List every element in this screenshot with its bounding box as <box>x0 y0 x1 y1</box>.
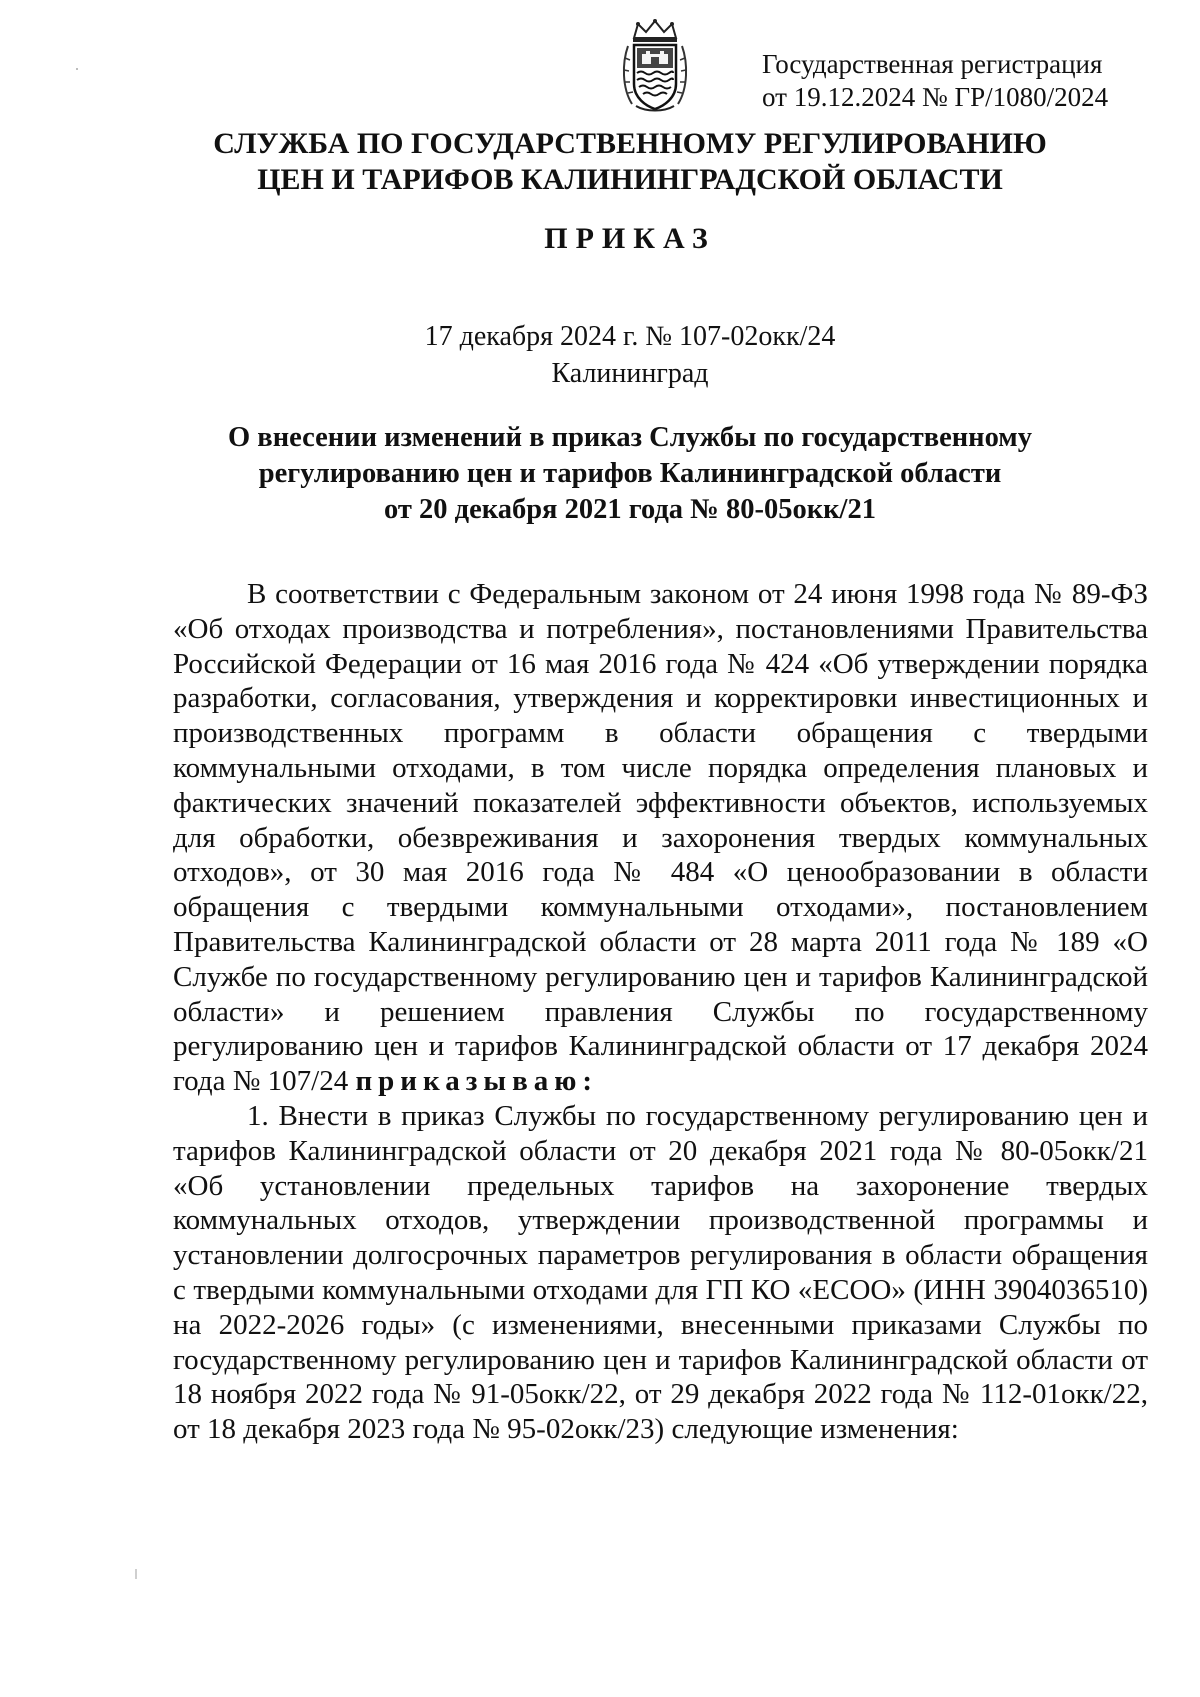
order-subject-line-2: регулированию цен и тарифов Калининградской области <box>258 458 1002 489</box>
preamble-paragraph <box>173 577 1148 1099</box>
document-body <box>173 577 1148 1447</box>
scan-speck <box>76 68 78 70</box>
order-subject-line-3: от 20 декабря 2021 года № 80-05окк/21 <box>384 494 876 525</box>
coat-of-arms-icon <box>620 18 690 113</box>
order-directive: приказываю: <box>355 1065 599 1098</box>
registration-line-1: Государственная регистрация <box>762 49 1103 79</box>
agency-name-line-1: СЛУЖБА ПО ГОСУДАРСТВЕННОМУ РЕГУЛИРОВАНИЮ <box>213 127 1047 160</box>
agency-name-line-2: ЦЕН И ТАРИФОВ КАЛИНИНГРАДСКОЙ ОБЛАСТИ <box>257 163 1003 196</box>
item-1-paragraph: 1. Внести в приказ Службы по государственному регулированию цен и тарифов Калининградской области от 20 декабря 2021 года № 80-05окк/21 «Об установлении предельных тарифов на захоронение твердых коммунальных отходов, утверждении производственной программы и установлении долгосрочных параметров регулирования в области обращения с твердыми коммунальными отходами для ГП КО «ЕСОО» (ИНН 3904036510) на 2022-2026 годы» (с изменениями, внесенными приказами Службы по государственному регулированию цен и тарифов Калининградской области от 18 ноября 2022 года № 91-05окк/22, от 29 декабря 2022 года № 112-01окк/22, от 18 декабря 2023 года № 95-02окк/23) следующие изменения: <box>173 1099 1148 1446</box>
scan-mark <box>135 1569 137 1579</box>
document-type: ПРИКАЗ <box>544 222 716 255</box>
order-subject <box>180 420 1080 528</box>
registration-stamp <box>762 48 1142 114</box>
order-city: Калининград <box>551 358 709 389</box>
date-and-number-block <box>180 318 1080 392</box>
agency-name <box>180 126 1080 198</box>
order-subject-line-1: О внесении изменений в приказ Службы по государственному <box>228 422 1032 453</box>
registration-line-2: от 19.12.2024 № ГР/1080/2024 <box>762 82 1109 112</box>
preamble-text: В соответствии с Федеральным законом от 24 июня 1998 года № 89-ФЗ «Об отходах производства и потребления», постановлениями Правительства Российской Федерации от 16 мая 2016 года № 424 «Об утверждении порядка разработки, согласования, утверждения и корректировки инвестиционных и производственных программ в области обращения с твердыми коммунальными отходами, в том числе порядка определения плановых и фактических значений показателей эффективности объектов, используемых для обработки, обезвреживания и захоронения твердых коммунальных отходов», от 30 мая 2016 года № 484 «О ценообразовании в области обращения с твердыми коммунальными отходами», постановлением Правительства Калининградской области от 28 марта 2011 года № 189 «О Службе по государственному регулированию цен и тарифов Калининградской области» и решением правления Службы по государственному регулированию цен и тарифов Калининградской области от 17 декабря 2024 года № 107/24 <box>173 578 1148 1098</box>
order-date-number: 17 декабря 2024 г. № 107-02окк/24 <box>424 321 836 352</box>
